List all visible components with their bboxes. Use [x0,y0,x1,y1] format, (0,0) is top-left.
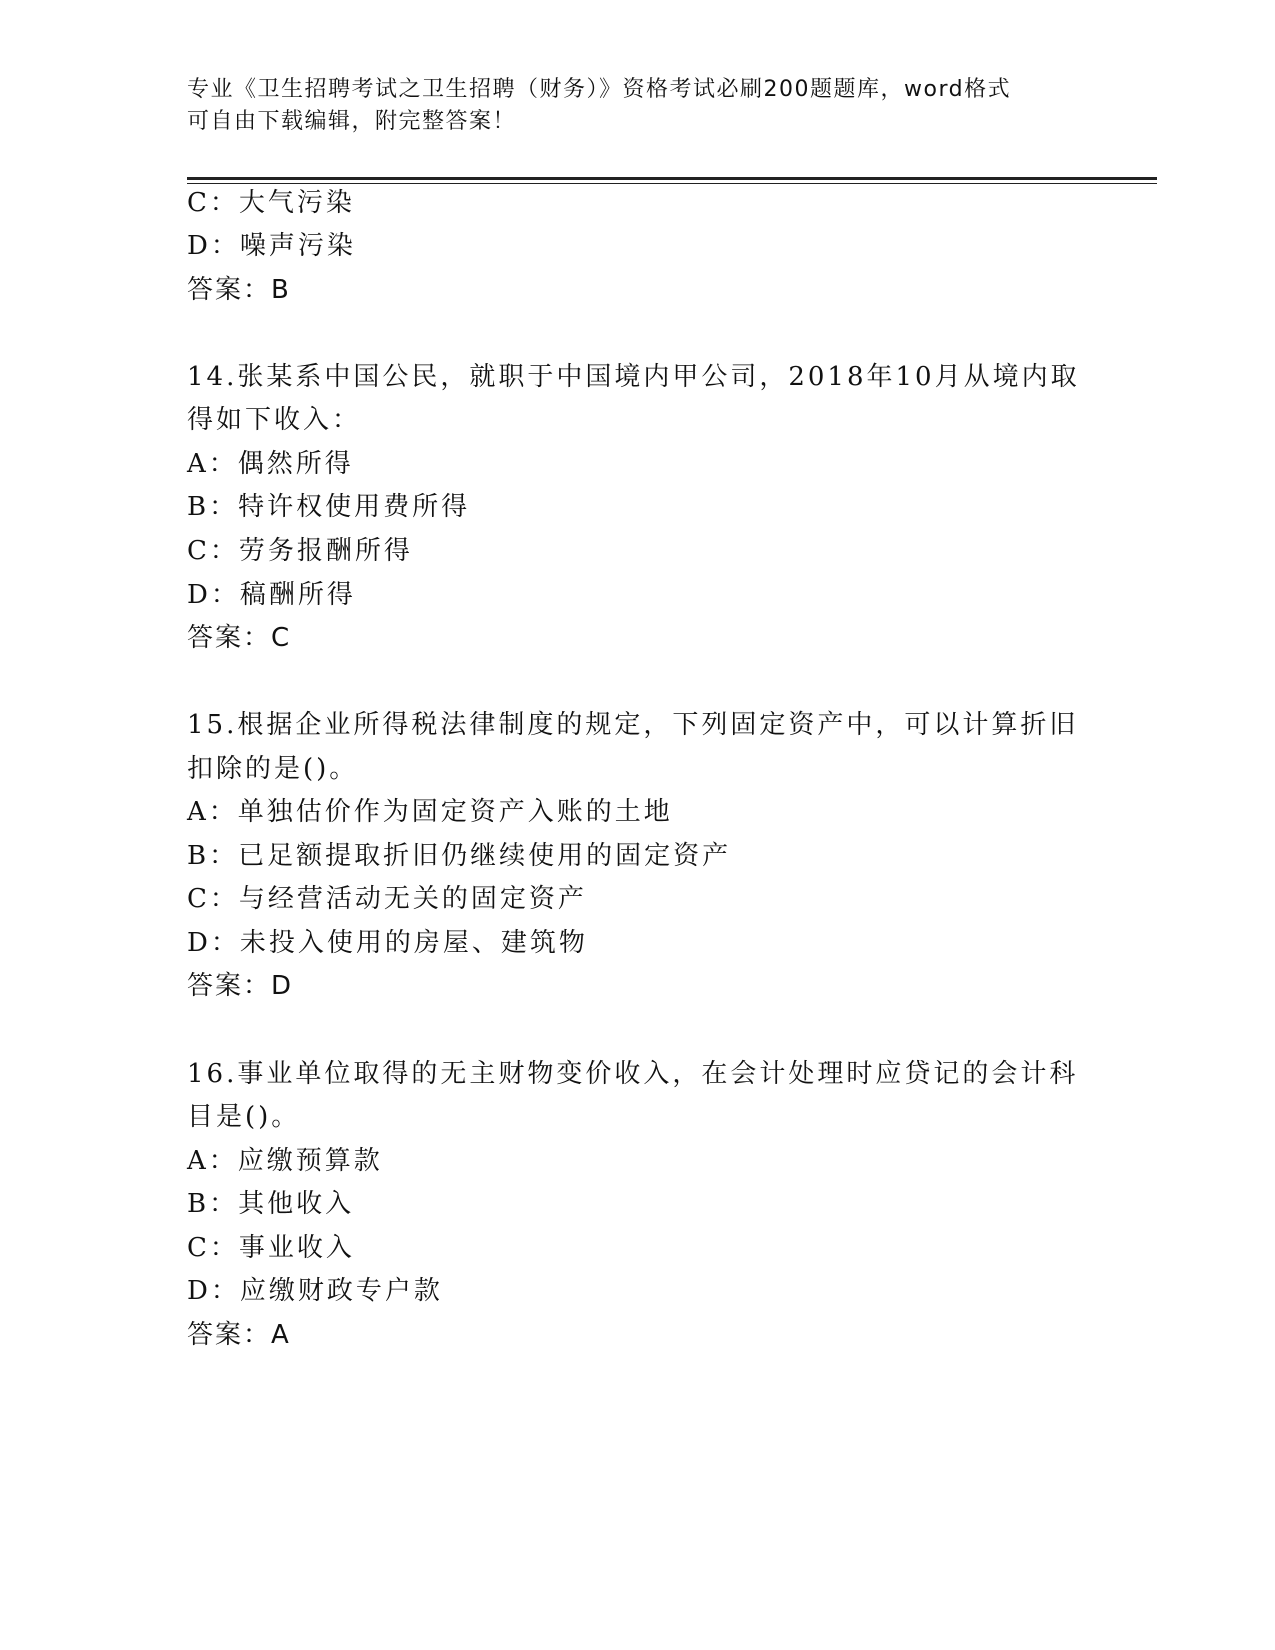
q15-stem-line-1: 15.根据企业所得税法律制度的规定，下列固定资产中，可以计算折旧 [187,710,1079,740]
q16-option-d: D：应缴财政专户款 [187,1276,443,1306]
q14-option-d: D：稿酬所得 [187,580,356,610]
q14-option-c: C：劳务报酬所得 [187,536,413,566]
q14-option-a: A：偶然所得 [187,449,354,479]
q16-stem-line-1: 16.事业单位取得的无主财物变价收入，在会计处理时应贷记的会计科 [187,1059,1079,1089]
header-line-2: 可自由下载编辑，附完整答案！ [187,109,517,134]
q14-answer: 答案：C [187,623,292,653]
q14-option-b: B：特许权使用费所得 [187,492,471,522]
q13-answer: 答案：B [187,275,291,305]
q15-option-b: B：已足额提取折旧仍继续使用的固定资产 [187,841,732,871]
q16-option-a: A：应缴预算款 [187,1146,383,1176]
q14-stem-line-1: 14.张某系中国公民，就职于中国境内甲公司，2018年10月从境内取 [187,362,1080,392]
q15-option-a: A：单独估价作为固定资产入账的土地 [187,797,673,827]
q15-option-c: C：与经营活动无关的固定资产 [187,884,587,914]
q13-option-c: C：大气污染 [187,188,355,218]
q15-option-d: D：未投入使用的房屋、建筑物 [187,928,588,958]
q16-option-c: C：事业收入 [187,1233,355,1263]
document-header [187,74,1067,138]
q15-stem-line-2: 扣除的是()。 [187,754,359,784]
q16-option-b: B：其他收入 [187,1189,355,1219]
header-rule-thin [187,183,1157,184]
q14-stem-line-2: 得如下收入： [187,405,362,435]
q16-answer: 答案：A [187,1320,291,1350]
header-line-1: 专业《卫生招聘考试之卫生招聘（财务）》资格考试必刷200题题库，word格式 [187,77,1012,102]
header-rule-thick [187,177,1157,180]
q15-answer: 答案：D [187,971,294,1001]
q13-option-d: D：噪声污染 [187,231,356,261]
q16-stem-line-2: 目是()。 [187,1102,301,1132]
